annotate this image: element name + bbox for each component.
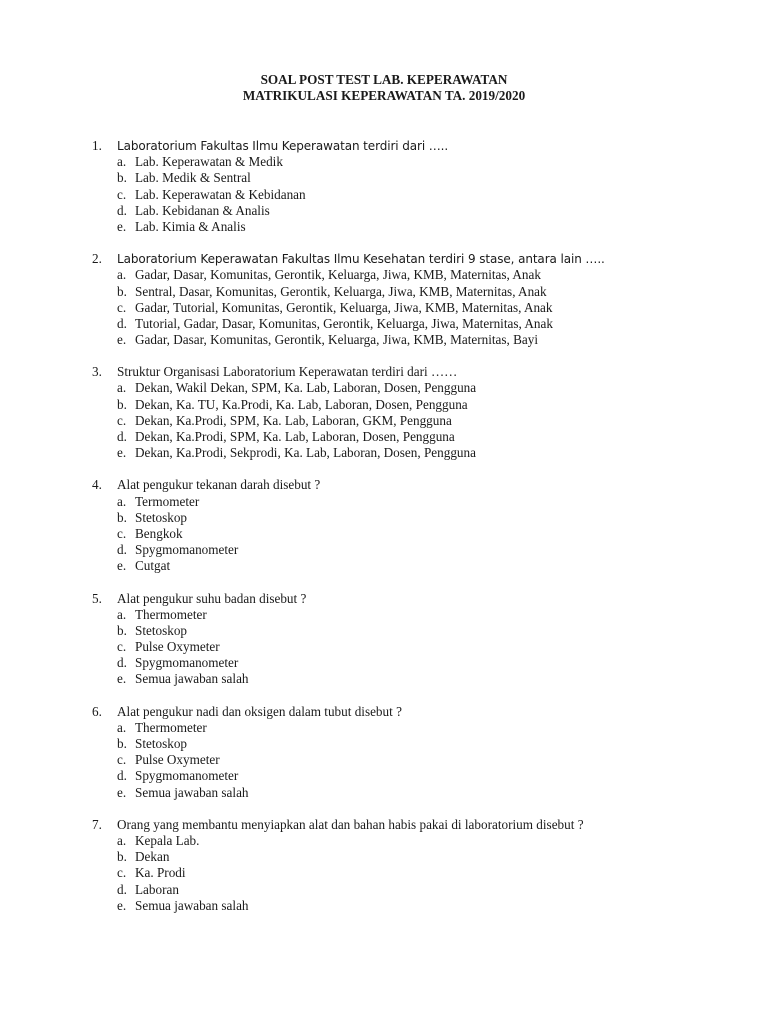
question-3 [92, 364, 732, 461]
answer-option [92, 267, 732, 283]
question-number: 3. [92, 364, 102, 380]
option-text: Semua jawaban salah [135, 784, 249, 800]
option-text: Dekan, Wakil Dekan, SPM, Ka. Lab, Laboran, Dosen, Pengguna [135, 380, 477, 396]
option-text: Lab. Keperawatan & Medik [135, 154, 283, 170]
answer-option [92, 671, 732, 687]
answer-option [92, 736, 732, 752]
question-text: Struktur Organisasi Laboratorium Keperawatan terdiri dari …… [117, 364, 458, 380]
answer-option [92, 607, 732, 623]
option-letter: e. [117, 558, 127, 574]
question-text: Laboratorium Fakultas Ilmu Keperawatan terdiri dari ….. [117, 139, 449, 153]
option-letter: d. [117, 881, 127, 897]
title-line-1: SOAL POST TEST LAB. KEPERAWATAN [260, 72, 508, 87]
answer-option [92, 558, 732, 574]
option-text: Dekan, Ka.Prodi, SPM, Ka. Lab, Laboran, Dosen, Pengguna [135, 429, 455, 444]
option-letter: a. [117, 267, 127, 283]
option-letter: d. [117, 429, 127, 444]
answer-option [92, 655, 732, 671]
answer-option [92, 187, 732, 203]
answer-option [92, 865, 732, 881]
option-text: Lab. Kimia & Analis [135, 218, 246, 234]
option-letter: d. [117, 768, 127, 784]
question-number: 5. [92, 590, 102, 606]
answer-option [92, 623, 732, 639]
option-letter: c. [117, 525, 127, 541]
question-text: Alat pengukur tekanan darah disebut ? [117, 477, 321, 493]
answer-option [92, 720, 732, 736]
option-text: Lab. Keperawatan & Kebidanan [135, 186, 306, 202]
answer-option [92, 413, 732, 429]
option-letter: c. [117, 865, 127, 881]
option-text: Dekan, Ka.Prodi, Sekprodi, Ka. Lab, Laboran, Dosen, Pengguna [135, 445, 476, 461]
question-4 [92, 477, 732, 574]
question-number: 7. [92, 816, 102, 832]
answer-option [92, 316, 732, 332]
question-line [92, 364, 732, 380]
option-letter: b. [117, 849, 127, 865]
question-line [92, 704, 732, 720]
answer-option [92, 203, 732, 219]
question-2 [92, 251, 732, 348]
answer-option [92, 752, 732, 768]
question-7 [92, 817, 732, 914]
option-letter: c. [117, 299, 127, 315]
option-text: Lab. Medik & Sentral [135, 170, 251, 186]
question-line [92, 591, 732, 607]
option-text: Gadar, Dasar, Komunitas, Gerontik, Keluarga, Jiwa, KMB, Maternitas, Bayi [135, 332, 539, 348]
option-letter: d. [117, 655, 127, 671]
option-letter: a. [117, 606, 127, 622]
option-text: Spygmomanometer [135, 542, 239, 558]
option-letter: a. [117, 493, 127, 509]
option-letter: a. [117, 832, 127, 848]
answer-option [92, 849, 732, 865]
option-text: Stetoskop [135, 736, 188, 751]
answer-option [92, 898, 732, 914]
question-text: Laboratorium Keperawatan Fakultas Ilmu Kesehatan terdiri 9 stase, antara lain ….. [117, 252, 605, 267]
option-letter: b. [117, 736, 127, 751]
option-letter: e. [117, 671, 127, 687]
option-text: Semua jawaban salah [135, 897, 249, 913]
document-header [0, 72, 768, 104]
question-text: Orang yang membantu menyiapkan alat dan bahan habis pakai di laboratorium disebut ? [117, 816, 584, 832]
answer-option [92, 542, 732, 558]
option-letter: d. [117, 202, 127, 218]
answer-option [92, 639, 732, 655]
question-line [92, 477, 732, 493]
option-text: Cutgat [135, 558, 171, 574]
option-letter: e. [117, 332, 127, 348]
title-line-2: MATRIKULASI KEPERAWATAN TA. 2019/2020 [242, 88, 526, 103]
option-letter: d. [117, 315, 127, 331]
option-letter: e. [117, 784, 127, 800]
option-text: Gadar, Tutorial, Komunitas, Gerontik, Keluarga, Jiwa, KMB, Maternitas, Anak [135, 299, 553, 315]
option-text: Semua jawaban salah [135, 671, 249, 687]
question-1 [92, 138, 732, 235]
option-text: Laboran [135, 881, 179, 897]
option-text: Spygmomanometer [135, 655, 239, 671]
answer-option [92, 429, 732, 445]
answer-option [92, 380, 732, 396]
question-text: Alat pengukur nadi dan oksigen dalam tubut disebut ? [117, 703, 402, 719]
option-text: Stetoskop [135, 622, 188, 638]
question-text: Alat pengukur suhu badan disebut ? [117, 590, 307, 606]
option-letter: d. [117, 542, 127, 558]
option-letter: a. [117, 380, 127, 396]
question-number: 2. [92, 251, 102, 267]
option-text: Lab. Kebidanan & Analis [135, 202, 270, 218]
option-letter: a. [117, 719, 127, 735]
question-5 [92, 591, 732, 688]
option-text: Kepala Lab. [135, 832, 200, 848]
answer-option [92, 833, 732, 849]
option-text: Bengkok [135, 525, 183, 541]
option-letter: b. [117, 283, 127, 299]
option-letter: b. [117, 622, 127, 638]
option-text: Termometer [135, 493, 200, 509]
option-letter: c. [117, 639, 127, 655]
option-letter: c. [117, 186, 127, 202]
option-letter: c. [117, 752, 127, 768]
option-letter: e. [117, 445, 127, 461]
answer-option [92, 219, 732, 235]
answer-option [92, 170, 732, 186]
answer-option [92, 510, 732, 526]
option-text: Dekan [135, 849, 170, 865]
option-text: Tutorial, Gadar, Dasar, Komunitas, Gerontik, Keluarga, Jiwa, Maternitas, Anak [135, 315, 553, 331]
option-letter: e. [117, 218, 127, 234]
answer-option [92, 882, 732, 898]
question-number: 1. [92, 138, 102, 153]
question-list [92, 138, 732, 930]
answer-option [92, 154, 732, 170]
option-text: Gadar, Dasar, Komunitas, Gerontik, Keluarga, Jiwa, KMB, Maternitas, Anak [135, 267, 541, 283]
option-text: Dekan, Ka. TU, Ka.Prodi, Ka. Lab, Laboran, Dosen, Pengguna [135, 396, 468, 412]
question-number: 4. [92, 477, 102, 493]
answer-option [92, 445, 732, 461]
question-line [92, 817, 732, 833]
option-text: Ka. Prodi [135, 865, 186, 881]
question-line [92, 251, 732, 267]
option-text: Thermometer [135, 719, 207, 735]
option-text: Dekan, Ka.Prodi, SPM, Ka. Lab, Laboran, GKM, Pengguna [135, 412, 452, 428]
question-6 [92, 704, 732, 801]
question-line [92, 138, 732, 154]
option-letter: b. [117, 170, 127, 186]
answer-option [92, 284, 732, 300]
option-letter: b. [117, 396, 127, 412]
option-text: Pulse Oxymeter [135, 752, 220, 768]
answer-option [92, 494, 732, 510]
question-number: 6. [92, 703, 102, 719]
option-letter: c. [117, 412, 127, 428]
option-text: Thermometer [135, 606, 207, 622]
answer-option [92, 300, 732, 316]
option-text: Spygmomanometer [135, 768, 239, 784]
option-letter: a. [117, 154, 127, 170]
option-letter: e. [117, 897, 127, 913]
answer-option [92, 768, 732, 784]
option-text: Sentral, Dasar, Komunitas, Gerontik, Keluarga, Jiwa, KMB, Maternitas, Anak [135, 283, 547, 299]
option-text: Stetoskop [135, 509, 188, 525]
answer-option [92, 785, 732, 801]
option-text: Pulse Oxymeter [135, 639, 220, 655]
answer-option [92, 526, 732, 542]
option-letter: b. [117, 509, 127, 525]
answer-option [92, 332, 732, 348]
answer-option [92, 397, 732, 413]
